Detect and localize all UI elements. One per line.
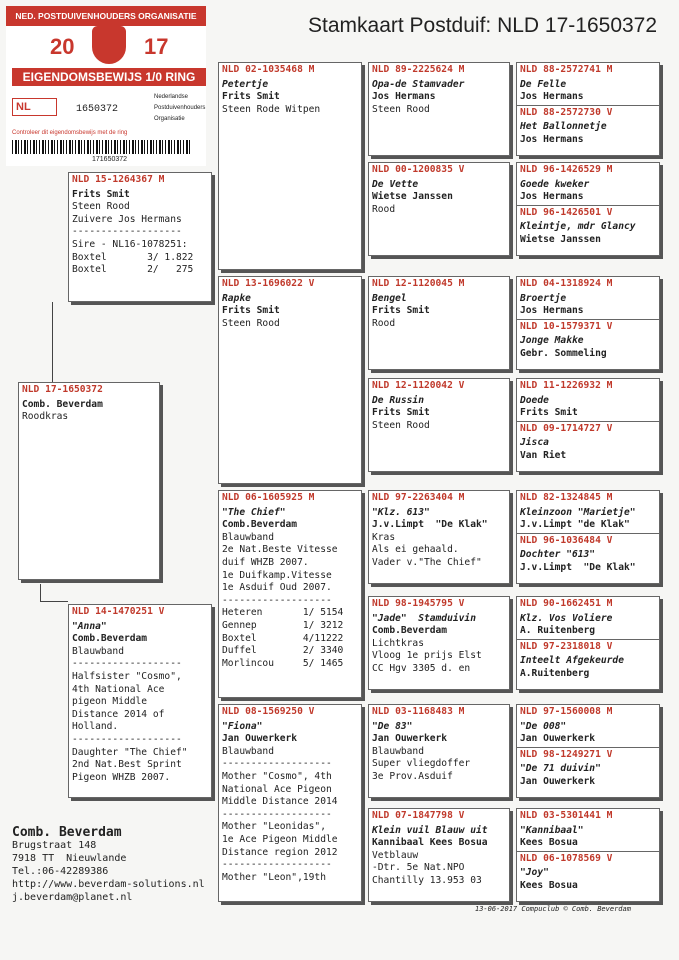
owner-name: Comb. Beverdam xyxy=(12,825,122,840)
pedigree-box-pair xyxy=(516,704,660,798)
owner-info xyxy=(12,826,205,904)
ring-number: NLD 90-1662451 M xyxy=(520,598,613,609)
pedigree-box-ggp xyxy=(368,162,510,256)
pedigree-box-ggp xyxy=(368,62,510,156)
pedigree-text: Klz. Vos Voliere A. Ruitenberg xyxy=(520,612,613,637)
ring-number: NLD 96-1426529 M xyxy=(520,164,613,175)
pedigree-box-ggp xyxy=(368,490,510,584)
pedigree-text: Kleinzoon "Marietje" J.v.Limpt "de Klak" xyxy=(520,506,636,531)
pedigree-text: "Fiona" Jan Ouwerkerk Blauwband ------------------- Mother "Cosmo", 4th National Ace Pigeon Middle Distance 2014 ------------------- Mother "Leonidas", 1e Ace Pigeon Middle Distance region 2012 ------------------- Mother "Leon",19th xyxy=(222,720,338,883)
pedigree-text: Dochter "613" J.v.Limpt "De Klak" xyxy=(520,549,636,573)
pedigree-box-ggp xyxy=(368,276,510,370)
ring-number: NLD 14-1470251 V xyxy=(72,606,165,617)
pedigree-text: Kleintje, mdr Glancy Wietse Janssen xyxy=(520,221,636,245)
ring-number: NLD 97-2318018 V xyxy=(517,639,659,655)
owner-website: http://www.beverdam-solutions.nl xyxy=(12,879,205,890)
ring-number: NLD 03-5301441 M xyxy=(520,810,613,821)
pedigree-text: Comb. Beverdam Roodkras xyxy=(22,398,103,423)
pedigree-box-pair xyxy=(516,62,660,156)
pedigree-box-pair xyxy=(516,596,660,690)
ring-number: NLD 11-1226932 M xyxy=(520,380,613,391)
pedigree-text: "Anna" Comb.Beverdam Blauwband ------------------- Halfsister "Cosmo", 4th National Ace pigeon Middle Distance 2014 of Holland. ------------------- Daughter "The Chief" 2nd Nat.Best Sprint Pigeon WHZB 2007. xyxy=(72,620,188,783)
pedigree-text: Rapke Frits Smit Steen Rood xyxy=(222,292,280,329)
pedigree-text: Goede kweker Jos Hermans xyxy=(520,178,590,203)
ring-number: NLD 00-1200835 V xyxy=(372,164,465,175)
card-legend: Nederlandse Postduivenhouders Organisatie xyxy=(154,94,206,122)
card-eigendom: EIGENDOMSBEWIJS 1/0 RING xyxy=(12,68,206,86)
ring-number: NLD 12-1120042 V xyxy=(372,380,465,391)
card-country: NL xyxy=(12,98,57,116)
barcode xyxy=(12,140,192,154)
ring-number: NLD 07-1847798 V xyxy=(372,810,465,821)
pedigree-text: Inteelt Afgekeurde A.Ruitenberg xyxy=(520,655,624,679)
footer: 13-06-2017 Compuclub © Comb. Beverdam xyxy=(475,905,631,913)
ring-number: NLD 88-2572730 V xyxy=(517,105,659,121)
ring-number: NLD 13-1696022 V xyxy=(222,278,315,289)
card-number: 1650372 xyxy=(76,104,119,115)
ring-number: NLD 08-1569250 V xyxy=(222,706,315,717)
pedigree-box-pair xyxy=(516,276,660,370)
pedigree-text: Doede Frits Smit xyxy=(520,394,578,419)
pedigree-text: "Jade" Stamduivin Comb.Beverdam Lichtkras Vloog 1e prijs Elst CC Hgv 3305 d. en xyxy=(372,612,482,674)
pedigree-text: "De 71 duivin" Jan Ouwerkerk xyxy=(520,763,601,787)
ring-number: NLD 96-1426501 V xyxy=(517,205,659,221)
pedigree-box-pair xyxy=(516,808,660,902)
ring-number: NLD 15-1264367 M xyxy=(72,174,165,185)
ring-number: NLD 82-1324845 M xyxy=(520,492,613,503)
pedigree-box-ggp xyxy=(368,596,510,690)
ring-number: NLD 02-1035468 M xyxy=(222,64,315,75)
pedigree-text: "De 008" Jan Ouwerkerk xyxy=(520,720,596,745)
ring-number: NLD 98-1945795 V xyxy=(372,598,465,609)
pedigree-text: Opa-de Stamvader Jos Hermans Steen Rood xyxy=(372,78,465,115)
pedigree-text: De Felle Jos Hermans xyxy=(520,78,584,103)
pedigree-box-pair xyxy=(516,490,660,584)
pedigree-box-grandparent xyxy=(218,276,362,484)
pedigree-text: Petertje Frits Smit Steen Rode Witpen xyxy=(222,78,321,115)
connector-line xyxy=(40,601,68,602)
connector-line xyxy=(40,584,41,602)
card-org: NED. POSTDUIVENHOUDERS ORGANISATIE xyxy=(6,6,206,26)
pedigree-text: Bengel Frits Smit Rood xyxy=(372,292,430,329)
pedigree-box-subject xyxy=(18,382,160,580)
page-title: Stamkaart Postduif: NLD 17-1650372 xyxy=(308,14,658,37)
ring-number: NLD 96-1036484 V xyxy=(517,533,659,549)
lion-logo-icon xyxy=(92,26,126,64)
card-year-right: 17 xyxy=(144,34,169,59)
ring-number: NLD 98-1249271 V xyxy=(517,747,659,763)
pedigree-box-dam xyxy=(68,604,212,798)
ring-number: NLD 04-1318924 M xyxy=(520,278,613,289)
pedigree-text: De Vette Wietse Janssen Rood xyxy=(372,178,453,215)
ring-number: NLD 12-1120045 M xyxy=(372,278,465,289)
pedigree-text: Broertje Jos Hermans xyxy=(520,292,584,317)
ring-number: NLD 17-1650372 xyxy=(22,384,103,395)
pedigree-box-pair xyxy=(516,162,660,256)
ring-number: NLD 09-1714727 V xyxy=(517,421,659,437)
barcode-number: 171650372 xyxy=(92,156,128,163)
pedigree-text: De Russin Frits Smit Steen Rood xyxy=(372,394,430,431)
pedigree-text: Jisca Van Riet xyxy=(520,437,567,461)
ring-number: NLD 89-2225624 M xyxy=(372,64,465,75)
ring-number: NLD 03-1168483 M xyxy=(372,706,465,717)
ring-number: NLD 10-1579371 V xyxy=(517,319,659,335)
owner-email: j.beverdam@planet.nl xyxy=(12,892,133,903)
ring-number: NLD 97-1560008 M xyxy=(520,706,613,717)
ownership-card xyxy=(6,6,206,166)
owner-phone: Tel.:06-42289386 xyxy=(12,866,109,877)
pedigree-text: "Kannibaal" Kees Bosua xyxy=(520,824,584,849)
pedigree-text: "Joy" Kees Bosua xyxy=(520,867,578,891)
ring-number: NLD 97-2263404 M xyxy=(372,492,465,503)
ring-number: NLD 06-1078569 V xyxy=(517,851,659,867)
owner-address: Brugstraat 148 xyxy=(12,840,97,851)
pedigree-box-grandparent xyxy=(218,704,362,902)
connector-line xyxy=(52,302,53,382)
pedigree-text: "The Chief" Comb.Beverdam Blauwband 2e Nat.Beste Vitesse duif WHZB 2007. 1e Duifkamp.Vitesse 1e Asduif Oud 2007. ------------------- Heteren 1/ 5154 Gennep 1/ 3212 Boxtel 4/11222 Duffel 2/ 3340 Morlincou 5/ 1465 xyxy=(222,506,344,669)
pedigree-text: Het Ballonnetje Jos Hermans xyxy=(520,121,607,145)
card-control: Controleer dit eigendomsbewijs met de ring xyxy=(12,130,128,136)
pedigree-box-pair xyxy=(516,378,660,472)
pedigree-box-grandparent xyxy=(218,490,362,698)
pedigree-text: Klein vuil Blauw uit Kannibaal Kees Bosua Vetblauw -Dtr. 5e Nat.NPO Chantilly 13.953 03 xyxy=(372,824,488,886)
pedigree-box-ggp xyxy=(368,704,510,798)
pedigree-text: Jonge Makke Gebr. Sommeling xyxy=(520,335,607,359)
pedigree-box-ggp xyxy=(368,808,510,902)
pedigree-text: "De 83" Jan Ouwerkerk Blauwband Super vliegdoffer 3e Prov.Asduif xyxy=(372,720,471,782)
ring-number: NLD 06-1605925 M xyxy=(222,492,315,503)
pedigree-text: "Klz. 613" J.v.Limpt "De Klak" Kras Als ei gehaald. Vader v."The Chief" xyxy=(372,506,488,568)
owner-city: 7918 TT Nieuwlande xyxy=(12,853,127,864)
pedigree-box-sire xyxy=(68,172,212,302)
ring-number: NLD 88-2572741 M xyxy=(520,64,613,75)
pedigree-text: Frits Smit Steen Rood Zuivere Jos Hermans ------------------- Sire - NL16-1078251: Boxtel 3/ 1.822 Boxtel 2/ 275 xyxy=(72,188,194,276)
pedigree-box-ggp xyxy=(368,378,510,472)
card-year-left: 20 xyxy=(50,34,75,59)
pedigree-box-grandparent xyxy=(218,62,362,270)
